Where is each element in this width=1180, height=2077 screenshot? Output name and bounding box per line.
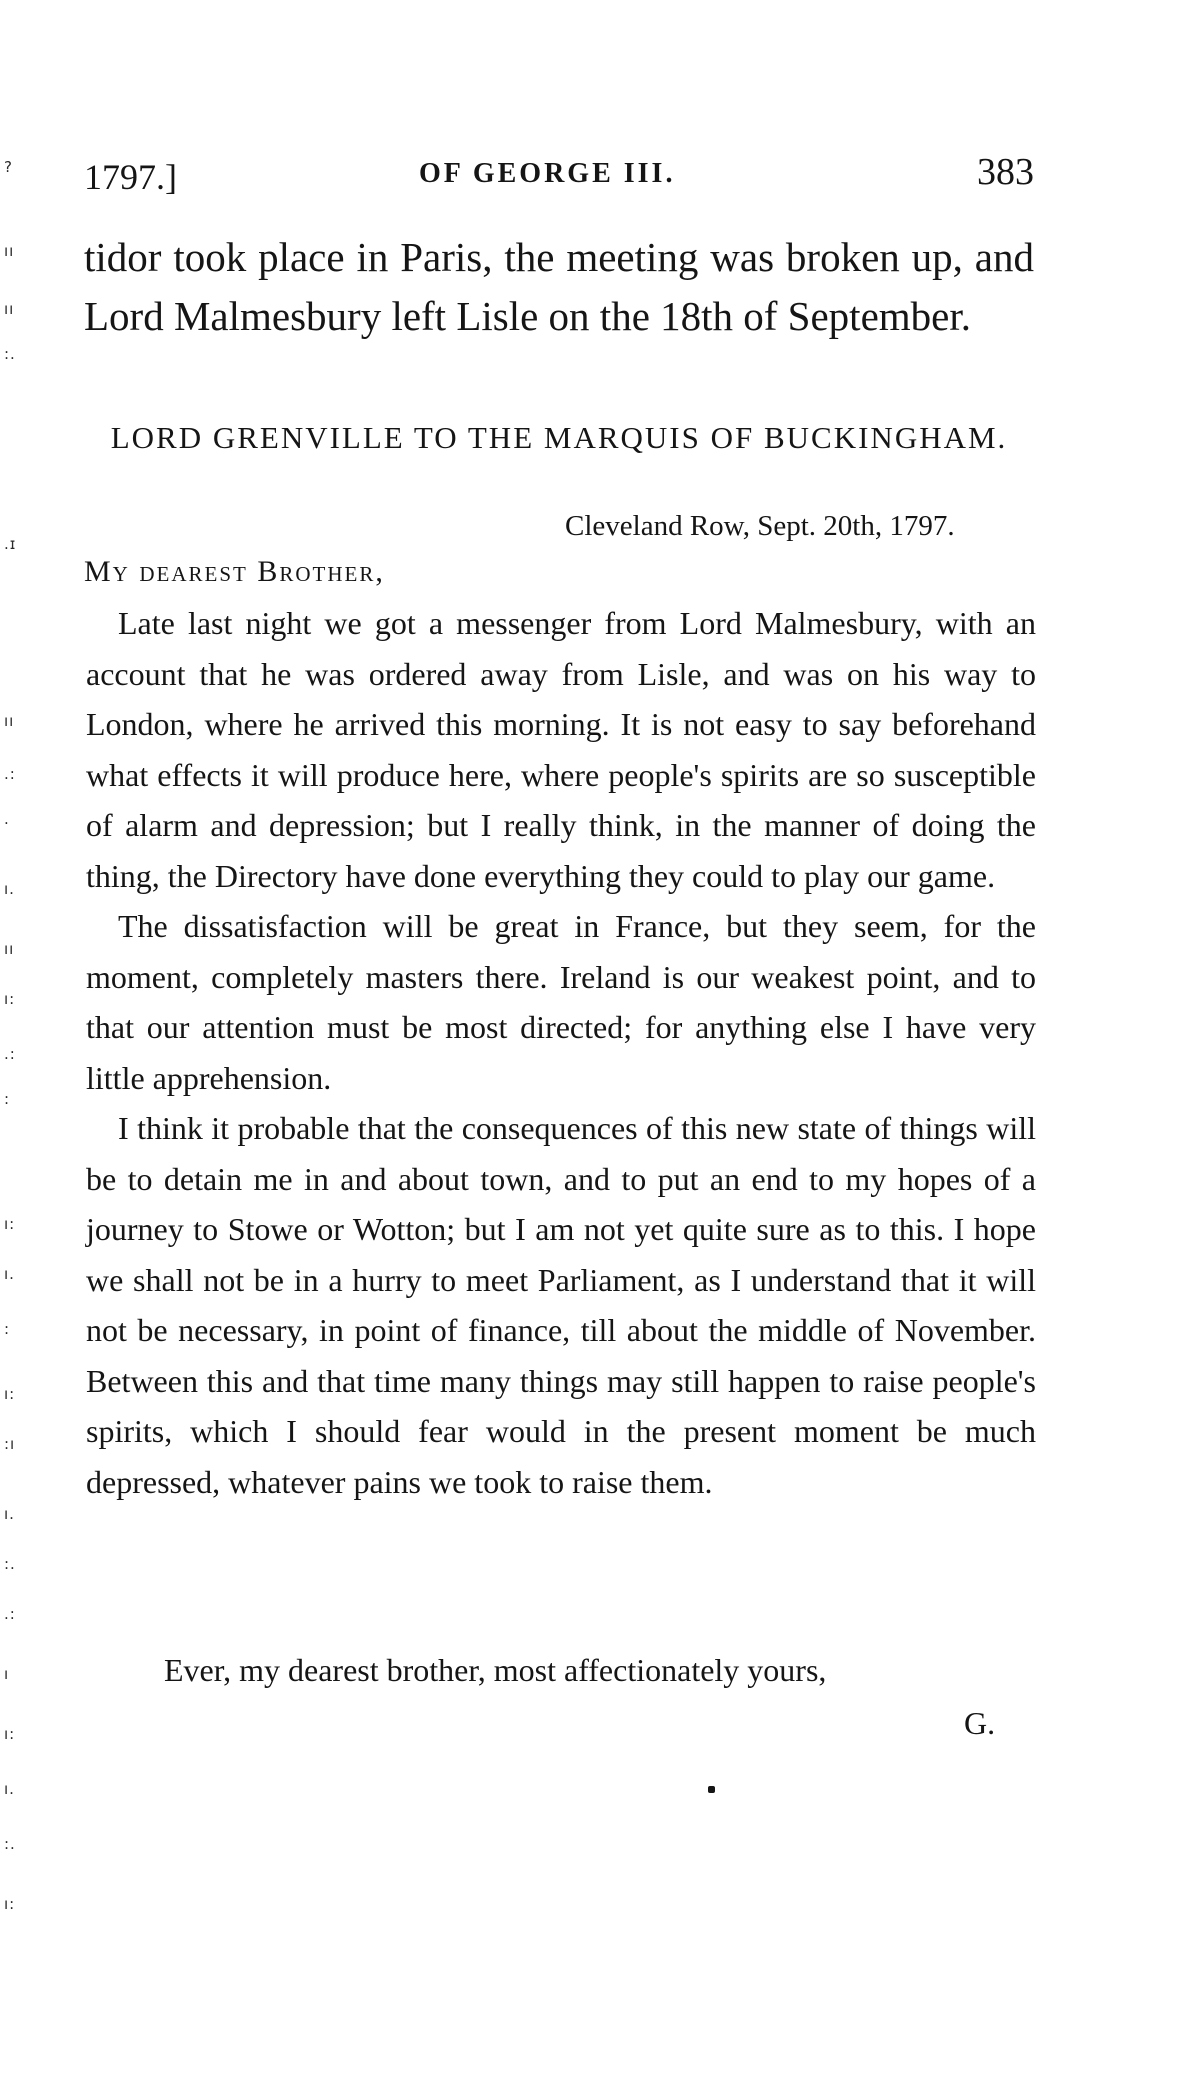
letter-paragraph: I think it probable that the consequences of this new state of things will be to detain me in and about town, and to put an end to my hopes of a journey to Stowe or Wotton; but I am not yet quite sure as to this. I hope we shall not be in a hurry to meet Parliament, as I understand that it will not be necessary, in point of finance, till about the middle of November. Between this and that time many things may still happen to raise people's spirits, which I should fear would in the present moment be much depressed, whatever pains we took to raise them. [86,1110,1036,1500]
running-header [84,150,1034,197]
letter-closing: Ever, my dearest brother, most affectionately yours, [164,1652,827,1688]
letter-body [86,598,1036,1507]
running-title: OF GEORGE III. [419,158,676,189]
ink-dot [708,1786,715,1793]
opening-paragraph: tidor took place in Paris, the meeting was broken up, and Lord Malmesbury left Lisle on the 18th of September. [84,234,1034,339]
letter-signature: G. [964,1705,996,1741]
letter-salutation: My dearest Brother, [84,555,385,588]
letter-dateline: Cleveland Row, Sept. 20th, 1797. [565,510,955,542]
letter-paragraph: The dissatisfaction will be great in France, but they seem, for the moment, completely masters there. Ireland is our weakest point, and to that our attention must be most directed; for anything else I have very little apprehension. [86,908,1036,1096]
letter-paragraph: Late last night we got a messenger from Lord Malmesbury, with an account that he was ordered away from Lisle, and was on his way to London, where he arrived this morning. It is not easy to say beforehand what effects it will produce here, where people's spirits are so susceptible of alarm and depression; but I really think, in the manner of doing the thing, the Directory have done everything they could to play our game. [86,605,1036,894]
gutter-scan-artifacts: ? ıı ıı :. .ɪ ıı .: . ı. ıı ı: .: : ı: ı. : ı: :ı ı. :. .: ı ı: ı. :. ı: [4,158,17,1913]
page-number: 383 [977,151,1034,193]
header-year: 1797.] [84,157,177,197]
letter-heading: LORD GRENVILLE TO THE MARQUIS OF BUCKINGHAM. [110,420,1008,455]
